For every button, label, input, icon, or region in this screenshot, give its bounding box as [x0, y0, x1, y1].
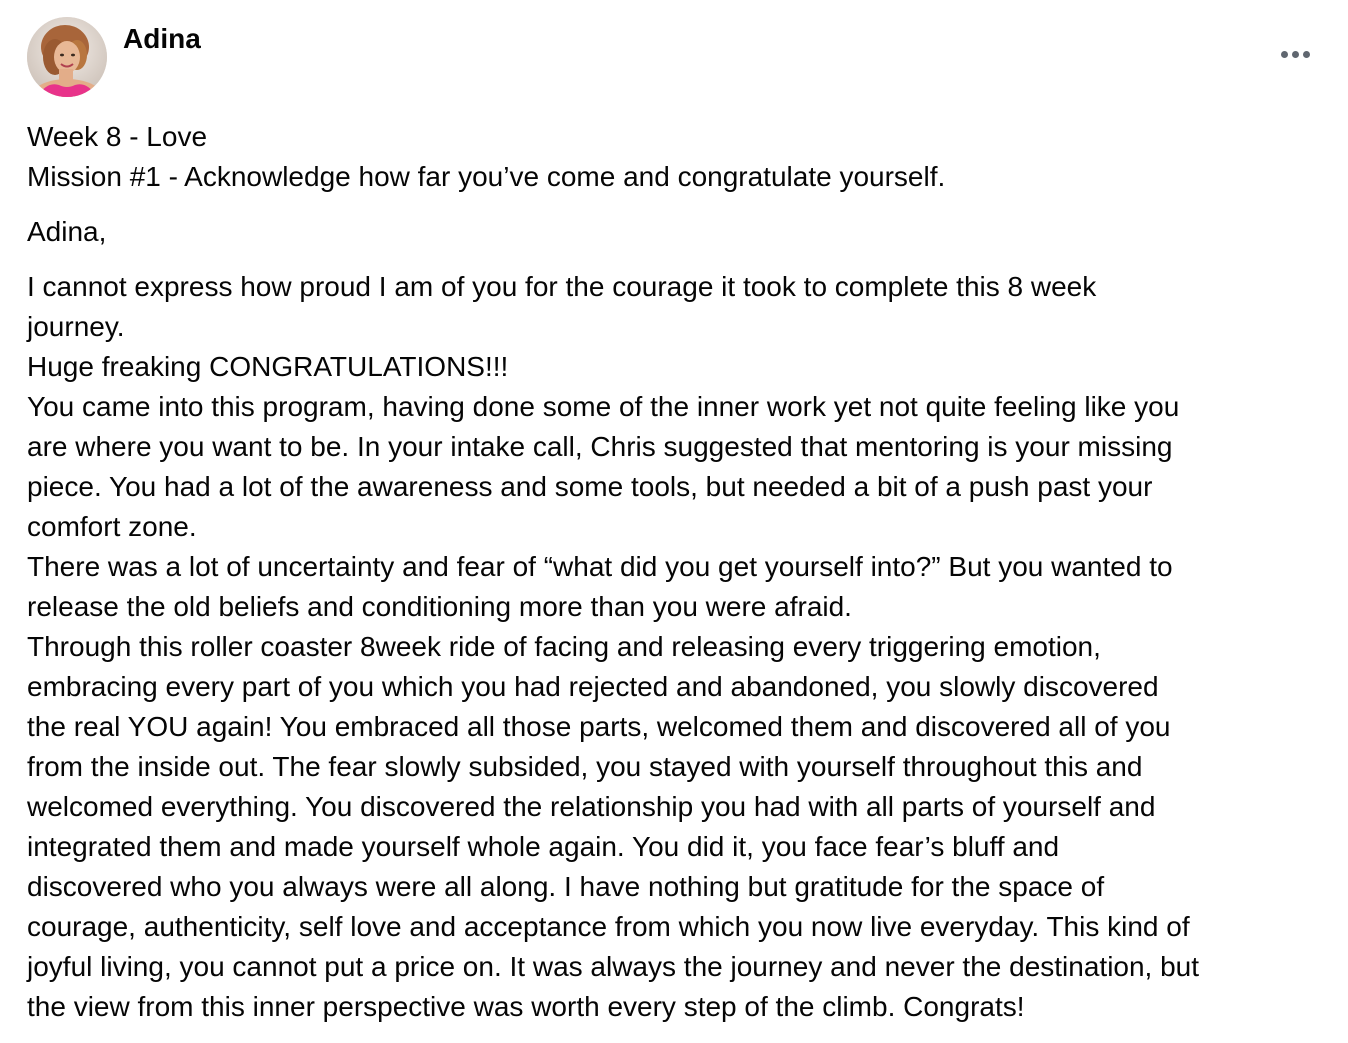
- more-horizontal-icon[interactable]: [1273, 43, 1317, 65]
- author-avatar[interactable]: [27, 17, 107, 97]
- more-dot: [1303, 51, 1310, 58]
- post-mission-line: Mission #1 - Acknowledge how far you’ve come and congratulate yourself.: [27, 161, 946, 192]
- post-week-title: Week 8 - Love: [27, 121, 208, 152]
- more-dot: [1292, 51, 1299, 58]
- post-content: [27, 117, 1327, 1027]
- author-name[interactable]: Adina: [123, 23, 201, 54]
- more-dot: [1281, 51, 1288, 58]
- post-salutation: Adina,: [27, 216, 107, 247]
- avatar-photo: [27, 17, 107, 97]
- post-body-text: I cannot express how proud I am of you for the courage it took to complete this 8 week journey. Huge freaking CONGRATULATIONS!!! You came into this program, having done some of the inner work yet not quite feeling like you are where you want to be. In your intake call, Chris suggested that mentoring is your missing piece. You had a lot of the awareness and some tools, but needed a bit of a push past your comfort zone. There was a lot of uncertainty and fear of “what did you get yourself into?” But you wanted to release the old beliefs and conditioning more than you were afraid. Through this roller coaster 8week ride of facing and releasing every triggering emotion, embracing every part of you which you had rejected and abandoned, you slowly discovered the real YOU again! You embraced all those parts, welcomed them and discovered all of you from the inside out. The fear slowly subsided, you stayed with yourself throughout this and welcomed everything. You discovered the relationship you had with all parts of yourself and integrated them and made yourself whole again. You did it, you face fear’s bluff and discovered who you always were all along. I have nothing but gratitude for the space of courage, authenticity, self love and acceptance from which you now live everyday. This kind of joyful living, you cannot put a price on. It was always the journey and never the destination, but the view from this inner perspective was worth every step of the climb. Congrats!: [27, 271, 1200, 1022]
- post-header: [27, 17, 1317, 99]
